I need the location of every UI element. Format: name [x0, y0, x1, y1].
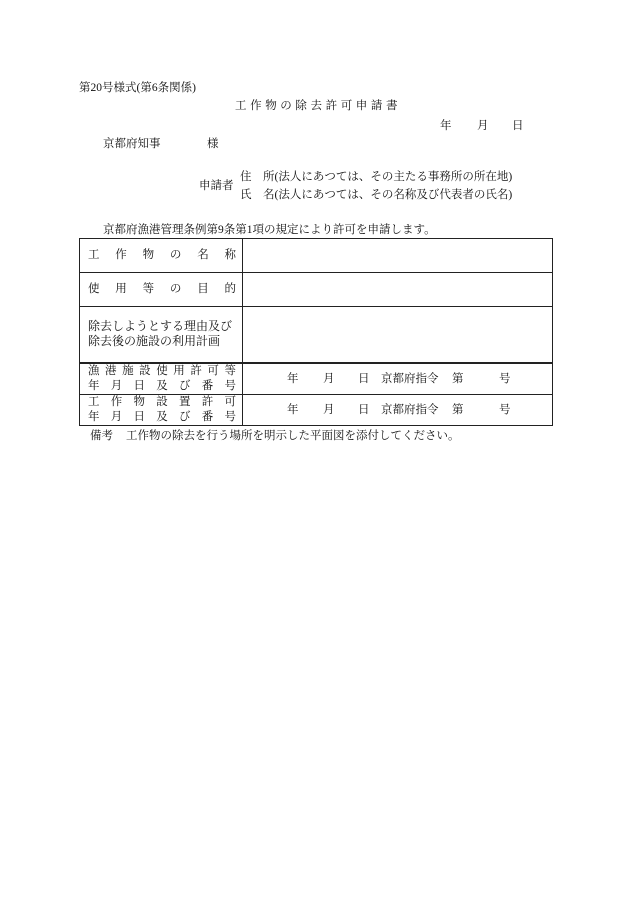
- addressee-name: 京都府知事: [103, 138, 161, 150]
- port-permit-field: [243, 363, 553, 395]
- addressee-suffix: 様: [207, 138, 219, 150]
- install-year-label: 年: [287, 404, 299, 416]
- application-statement: 京都府漁港管理条例第9条第1項の規定により許可を申請します。: [103, 224, 436, 236]
- applicant-label: 申請者: [199, 180, 234, 192]
- permit-number-prefix: 第: [452, 372, 464, 385]
- name-label: 氏 名: [240, 189, 275, 201]
- permit-day-label: 日: [358, 372, 370, 385]
- table-row: [80, 239, 553, 273]
- structure-name-label-cell: [80, 239, 243, 273]
- date-year-label: 年: [440, 120, 452, 132]
- remarks-text: 工作物の除去を行う場所を明示した平面図を添付してください。: [126, 430, 460, 442]
- install-number-suffix: 号: [499, 404, 511, 416]
- date-month-label: 月: [477, 120, 489, 132]
- permit-month-label: 月: [323, 372, 335, 385]
- installation-permit-field: [243, 395, 553, 426]
- removal-reason-field: [243, 307, 553, 363]
- table-row: [80, 273, 553, 307]
- structure-name-label: 工作物の名称: [88, 249, 236, 261]
- installation-permit-label-cell: [80, 395, 243, 426]
- address-note: (法人にあつては、その主たる事務所の所在地): [274, 171, 513, 183]
- install-issuer: 京都府指令: [381, 404, 439, 416]
- removal-reason-label-cell: [80, 307, 243, 363]
- usage-purpose-label: 使用等の目的: [88, 283, 236, 295]
- permit-year-label: 年: [287, 372, 299, 385]
- remarks-label: 備考: [90, 430, 113, 442]
- table-row: [80, 363, 553, 395]
- permit-number-suffix: 号: [499, 372, 511, 385]
- date-day-label: 日: [512, 120, 524, 132]
- removal-reason-label-line-1: 除去しようとする理由及び: [88, 319, 233, 334]
- port-permit-label-line-1: 漁港施設使用許可等: [88, 364, 236, 377]
- applicant-address-line: [240, 170, 512, 184]
- applicant-name-line: [240, 188, 512, 202]
- installation-permit-label-line-2: 年月日及び番号: [88, 411, 236, 423]
- name-note: (法人にあつては、その名称及び代表者の氏名): [274, 189, 513, 201]
- table-row: [80, 307, 553, 363]
- form-title: 工作物の除去許可申請書: [235, 100, 402, 112]
- port-permit-label-line-2: 年月日及び番号: [88, 379, 236, 392]
- permit-issuer: 京都府指令: [381, 372, 439, 385]
- structure-name-field: [243, 239, 553, 273]
- port-permit-label-cell: [80, 363, 243, 395]
- usage-purpose-field: [243, 273, 553, 307]
- install-month-label: 月: [323, 404, 335, 416]
- install-number-prefix: 第: [452, 404, 464, 416]
- form-number: 第20号様式(第6条関係): [79, 82, 196, 94]
- application-table: [79, 238, 553, 426]
- usage-purpose-label-cell: [80, 273, 243, 307]
- table-row: [80, 395, 553, 426]
- install-day-label: 日: [358, 404, 370, 416]
- address-label: 住 所: [240, 171, 275, 183]
- removal-reason-label-line-2: 除去後の施設の利用計画: [88, 334, 221, 349]
- installation-permit-label-line-1: 工作物設置許可: [88, 396, 236, 408]
